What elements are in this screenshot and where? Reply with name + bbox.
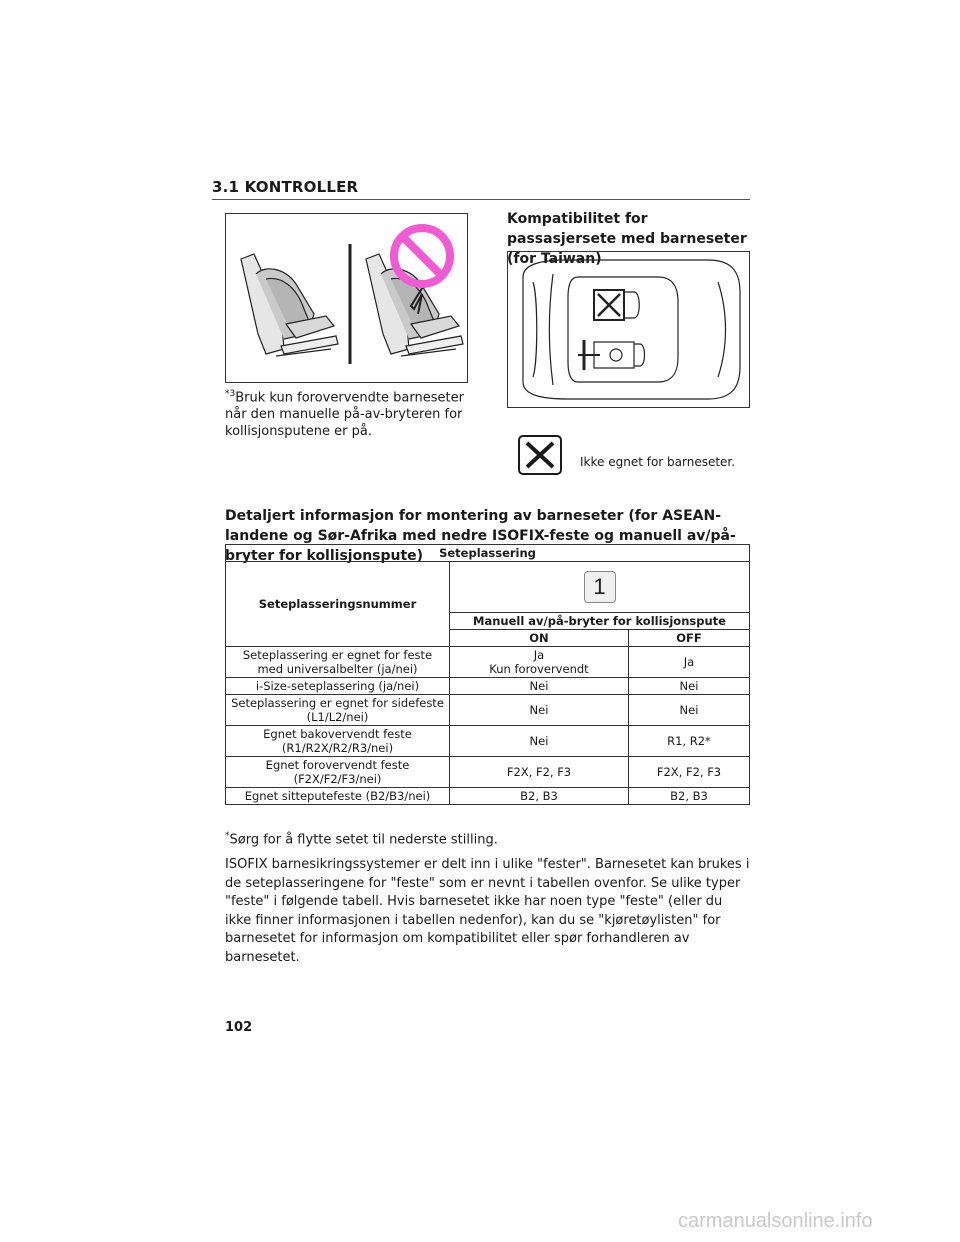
table-row — [226, 788, 750, 805]
cell-on: Nei — [450, 726, 629, 757]
seat-compatibility-table — [225, 544, 750, 805]
header-switch: Manuell av/på-bryter for kollisjonspute — [450, 613, 750, 630]
table-row — [226, 726, 750, 757]
car-seat-diagram — [507, 251, 750, 408]
cell-off: F2X, F2, F3 — [628, 757, 749, 788]
table-row — [226, 647, 750, 678]
legend-text: Ikke egnet for barneseter. — [580, 455, 736, 469]
cell-off: Nei — [628, 695, 749, 726]
body-paragraph: ISOFIX barnesikringssystemer er delt inn i ulike "fester". Barnesetet kan brukes i de seteplasseringene for "feste" som er nevnt i tabellen ovenfor. Se ulike typer "feste" i følgende tabell. Hvis barnesetet ikke har noen type "feste" (eller du ikke finner informasjonen i tabellen nedenfor), kan du se "kjøretøylisten" for barnesetet for informasjon om kompatibilitet eller spør forhandleren av barnesetet. — [225, 857, 750, 965]
header-on: ON — [450, 630, 629, 647]
footnote-marker: *3 — [225, 389, 236, 399]
cell-on: Nei — [450, 678, 629, 695]
row-label: Egnet sitteputefeste (B2/B3/nei) — [226, 788, 450, 805]
section-divider — [212, 199, 750, 200]
table-row — [226, 678, 750, 695]
row-label: Seteplassering er egnet for feste med universalbelter (ja/nei) — [226, 647, 450, 678]
compatibility-title: Kompatibilitet for passasjersete med barneseter (for Taiwan) — [507, 211, 747, 267]
header-seat-number: Seteplasseringsnummer — [226, 562, 450, 647]
watermark: carmanualsonline.info — [678, 1210, 873, 1232]
child-seat-illustration — [225, 213, 468, 383]
cell-off: R1, R2* — [628, 726, 749, 757]
detail-title: Detaljert informasjon for montering av barneseter (for ASEAN-landene og Sør-Afrika med nedre ISOFIX-feste og manuell av/på-bryter for kollisjonspute) — [225, 508, 736, 564]
row-label: Egnet forovervendt feste (F2X/F2/F3/nei) — [226, 757, 450, 788]
header-seat: Seteplassering — [226, 545, 750, 562]
table-header-row — [226, 545, 750, 562]
cell-on: Ja Kun forovervendt — [450, 647, 629, 678]
seat-number-cell — [450, 562, 750, 613]
caption-text: Bruk kun forovervendte barneseter når den manuelle på-av-bryteren for kollisjonsputene er på. — [225, 390, 464, 440]
footnote-text: Sørg for å flytte setet til nederste stilling. — [229, 832, 498, 848]
table-header-row — [226, 562, 750, 613]
cell-on: B2, B3 — [450, 788, 629, 805]
table-row — [226, 757, 750, 788]
cell-off: Nei — [628, 678, 749, 695]
cell-off: B2, B3 — [628, 788, 749, 805]
seat-number-icon: 1 — [584, 571, 616, 603]
cell-on: F2X, F2, F3 — [450, 757, 629, 788]
row-label: Seteplassering er egnet for sidefeste (L1/L2/nei) — [226, 695, 450, 726]
cell-on: Nei — [450, 695, 629, 726]
section-title: 3.1 KONTROLLER — [212, 178, 359, 196]
cell-off: Ja — [628, 647, 749, 678]
footnote — [225, 831, 498, 847]
figure-caption — [225, 386, 475, 440]
row-label: Egnet bakovervendt feste (R1/R2X/R2/R3/nei) — [226, 726, 450, 757]
not-suitable-icon — [518, 435, 562, 475]
row-label: i-Size-seteplassering (ja/nei) — [226, 678, 450, 695]
footnote-marker: * — [225, 831, 230, 841]
table-row — [226, 695, 750, 726]
page-number: 102 — [225, 1020, 253, 1035]
header-off: OFF — [628, 630, 749, 647]
